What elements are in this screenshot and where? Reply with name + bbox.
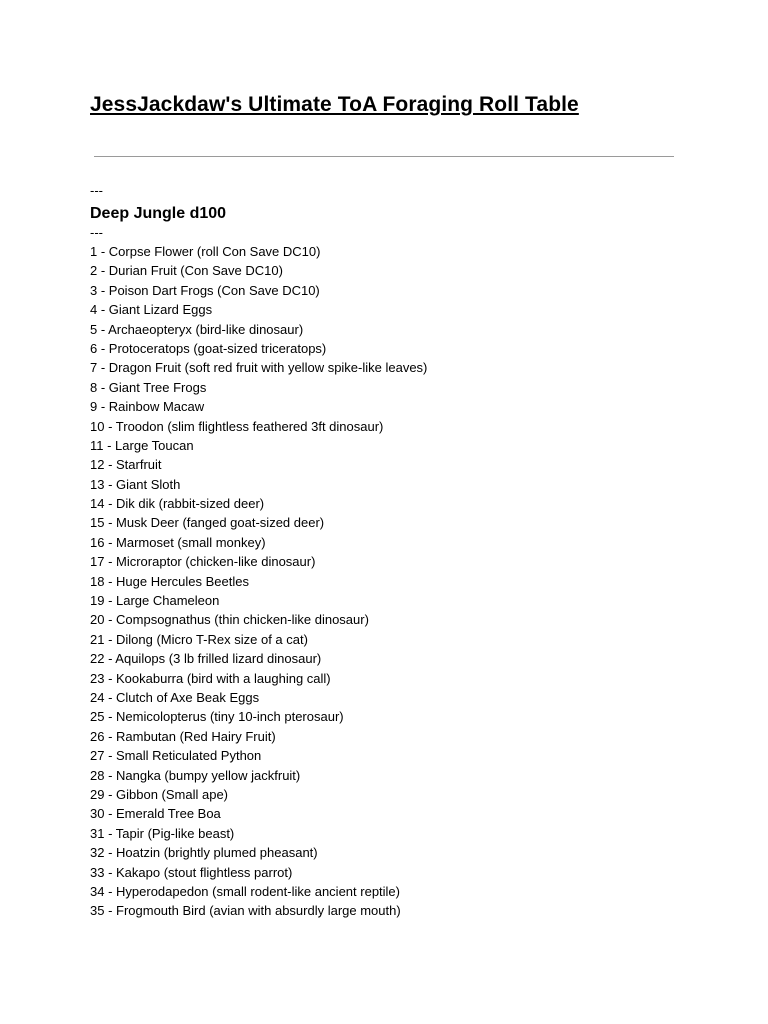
list-item: 24 - Clutch of Axe Beak Eggs <box>90 689 260 705</box>
list-item: 29 - Gibbon (Small ape) <box>90 786 229 802</box>
page-title: JessJackdaw's Ultimate ToA Foraging Roll Table <box>90 93 579 116</box>
list-item: 1 - Corpse Flower (roll Con Save DC10) <box>90 244 321 259</box>
list-item: 27 - Small Reticulated Python <box>90 748 262 764</box>
list-item: 18 - Huge Hercules Beetles <box>90 573 249 589</box>
list-item: 16 - Marmoset (small monkey) <box>90 534 266 550</box>
list-item: 7 - Dragon Fruit (soft red fruit with yellow spike-like leaves) <box>90 360 428 376</box>
list-item: 33 - Kakapo (stout flightless parrot) <box>90 864 293 880</box>
list-item: 20 - Compsognathus (thin chicken-like dinosaur) <box>90 612 369 628</box>
list-item: 19 - Large Chameleon <box>90 593 220 609</box>
list-item: 10 - Troodon (slim flightless feathered 3ft dinosaur) <box>90 418 384 434</box>
roll-table-section <box>90 182 730 921</box>
list-item: 34 - Hyperodapedon (small rodent-like ancient reptile) <box>90 883 400 899</box>
list-item: 5 - Archaeopteryx (bird-like dinosaur) <box>90 321 304 337</box>
list-item: 22 - Aquilops (3 lb frilled lizard dinosaur) <box>90 651 322 667</box>
list-item: 32 - Hoatzin (brightly plumed pheasant) <box>90 845 318 861</box>
list-item: 9 - Rainbow Macaw <box>90 399 205 415</box>
list-item: 4 - Giant Lizard Eggs <box>90 302 213 318</box>
list-item: 2 - Durian Fruit (Con Save DC10) <box>90 263 283 279</box>
list-item: 26 - Rambutan (Red Hairy Fruit) <box>90 728 276 744</box>
section-heading: Deep Jungle d100 <box>90 205 227 222</box>
list-item: 15 - Musk Deer (fanged goat-sized deer) <box>90 515 325 531</box>
list-item: 13 - Giant Sloth <box>90 476 181 492</box>
list-item: 12 - Starfruit <box>90 457 162 473</box>
roll-table-list <box>90 242 730 921</box>
list-item: 14 - Dik dik (rabbit-sized deer) <box>90 496 265 512</box>
list-item: 3 - Poison Dart Frogs (Con Save DC10) <box>90 282 320 298</box>
separator-bottom: --- <box>90 225 103 240</box>
list-item: 8 - Giant Tree Frogs <box>90 379 207 395</box>
list-item: 31 - Tapir (Pig-like beast) <box>90 825 235 841</box>
list-item: 28 - Nangka (bumpy yellow jackfruit) <box>90 767 301 783</box>
list-item: 30 - Emerald Tree Boa <box>90 806 221 822</box>
list-item: 23 - Kookaburra (bird with a laughing call) <box>90 670 331 686</box>
list-item: 11 - Large Toucan <box>90 437 194 453</box>
horizontal-divider <box>94 156 674 157</box>
list-item: 6 - Protoceratops (goat-sized triceratops) <box>90 340 327 356</box>
separator-top: --- <box>90 183 103 198</box>
list-item: 35 - Frogmouth Bird (avian with absurdly large mouth) <box>90 903 401 919</box>
list-item: 25 - Nemicolopterus (tiny 10-inch pterosaur) <box>90 709 344 725</box>
list-item: 21 - Dilong (Micro T-Rex size of a cat) <box>90 631 308 647</box>
list-item: 17 - Microraptor (chicken-like dinosaur) <box>90 554 316 570</box>
